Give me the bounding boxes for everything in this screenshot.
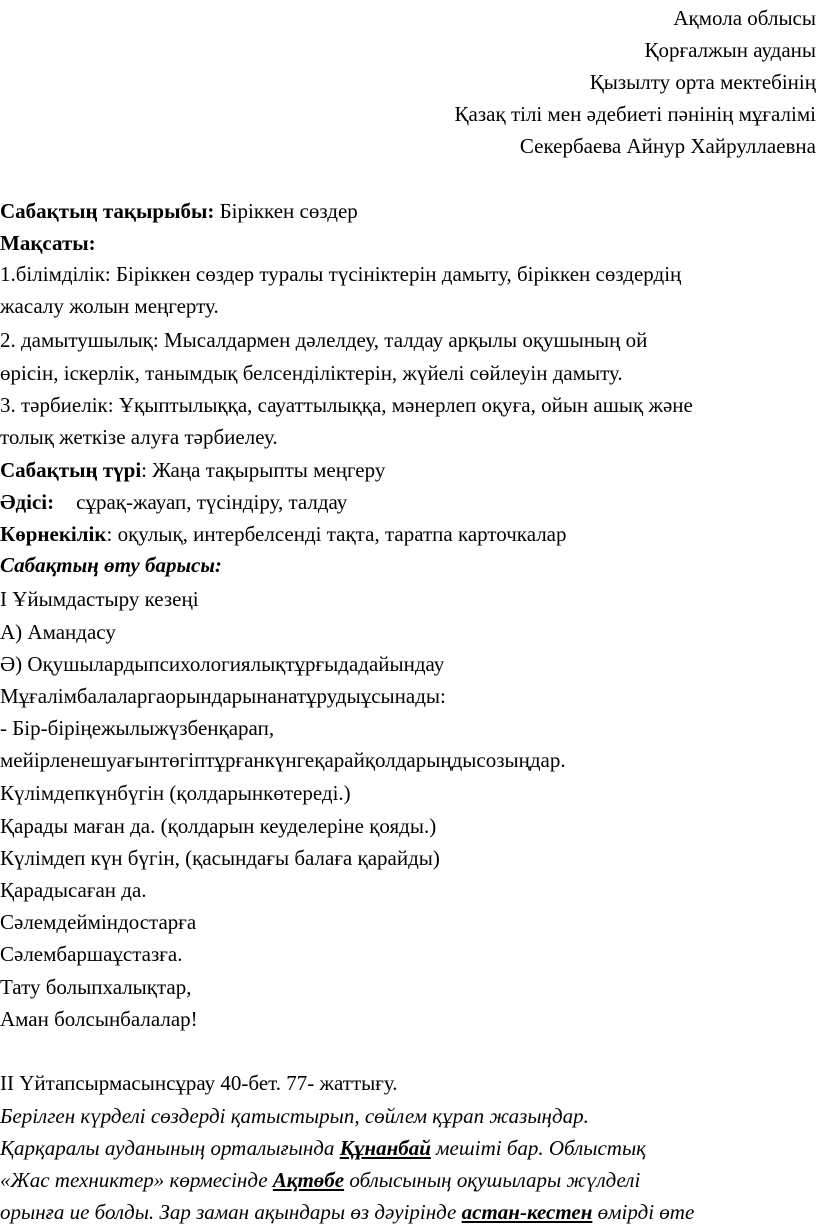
lesson-method bbox=[0, 487, 816, 518]
stage1-greeting: А) Амандасу bbox=[0, 620, 116, 644]
stage2-task: Берілген күрделі сөздерді қатыстырып, сөйлем құрап жазыңдар. bbox=[0, 1104, 589, 1128]
stage1-verse-7: Сәлемдейміндостарға bbox=[0, 910, 197, 934]
goal3-line1: 3. тәрбиелік: Ұқыптылыққа, сауаттылыққа, мәнерлеп оқуға, ойын ашық және bbox=[0, 393, 693, 417]
lesson-method-value: сұрақ-жауап, түсіндіру, талдау bbox=[76, 490, 348, 514]
goal2-line2: өрісін, іскерлік, танымдық белсенділіктерін, жүйелі сөйлеуін дамыту. bbox=[0, 361, 623, 385]
stage2-s3-word: астан-кестен bbox=[461, 1200, 593, 1224]
lesson-type-value: : Жаңа тақырыпты меңгеру bbox=[141, 458, 386, 482]
stage1-preparation: Ә) Оқушылардыпсихологиялықтұрғыдадайындау bbox=[0, 652, 445, 676]
stage2-sentence-3 bbox=[0, 1197, 816, 1228]
stage1-title: І Ұйымдастыру кезеңі bbox=[0, 587, 199, 611]
stage1-verse-10: Аман болсынбалалар! bbox=[0, 1007, 198, 1031]
lesson-visual-label: Көрнекілік bbox=[0, 522, 107, 546]
lesson-method-label: Әдісі: bbox=[0, 490, 55, 514]
stage2-sentence-1 bbox=[0, 1133, 816, 1164]
lesson-topic-label: Сабақтың тақырыбы: bbox=[0, 199, 215, 223]
stage1-verse-9: Тату болыпхалықтар, bbox=[0, 975, 192, 999]
stage1-instruction: Мұғалімбалаларгаорындарынанатұрудыұсынады: bbox=[0, 684, 446, 708]
stage2-s3-end: өмірді өте bbox=[592, 1200, 695, 1224]
lesson-topic-value: Біріккен сөздер bbox=[214, 199, 358, 223]
goal1-line1: 1.білімділік: Біріккен сөздер туралы түсініктерін дамыту, біріккен сөздердің bbox=[0, 262, 682, 286]
stage1-verse-2: мейірленешуағынтөгіптұрғанкүнгеқарайқолдарыңдысозыңдар. bbox=[0, 748, 566, 772]
goal3-line2: толық жеткізе алуға тәрбиелеу. bbox=[0, 425, 278, 449]
stage2-s2-word: Ақтөбе bbox=[272, 1168, 345, 1192]
header-school: Қызылту орта мектебінің bbox=[589, 70, 816, 94]
stage2-s1-start: Қарқаралы ауданының орталығында bbox=[0, 1136, 340, 1160]
stage2-s1-word: Құнанбай bbox=[339, 1136, 431, 1160]
header-position: Қазақ тілі мен әдебиеті пәнінің мұғалімі bbox=[454, 102, 816, 126]
lesson-topic bbox=[0, 196, 816, 227]
lesson-visual bbox=[0, 519, 816, 550]
header-district: Қорғалжын ауданы bbox=[644, 38, 816, 62]
goal1-line2: жасалу жолын меңгерту. bbox=[0, 294, 219, 318]
lesson-type bbox=[0, 455, 816, 486]
stage1-verse-4: Қарады маған да. (қолдарын кеуделеріне қояды.) bbox=[0, 814, 437, 838]
stage1-verse-1: - Бір-біріңежылыжүзбенқарап, bbox=[0, 716, 275, 740]
stage2-sentence-2 bbox=[0, 1165, 816, 1196]
stage2-s2-start: «Жас техниктер» көрмесінде bbox=[0, 1168, 273, 1192]
stage1-verse-8: Сәлембаршаұстазға. bbox=[0, 942, 183, 966]
lesson-goals-label: Мақсаты: bbox=[0, 231, 96, 255]
stage2-s3-start: орынға ие болды. Зар заман ақындары өз дәуірінде bbox=[0, 1200, 462, 1224]
stage2-title: ІІ Үйтапсырмасынсұрау 40-бет. 77- жаттығу. bbox=[0, 1071, 398, 1095]
stage1-verse-5: Күлімдеп күн бүгін, (қасындағы балаға қарайды) bbox=[0, 846, 440, 870]
lesson-progress-label: Сабақтың өту барысы: bbox=[0, 553, 222, 577]
stage1-verse-3: Күлімдепкүнбүгін (қолдарынкөтереді.) bbox=[0, 781, 351, 805]
goal2-line1: 2. дамытушылық: Мысалдармен дәлелдеу, талдау арқылы оқушының ой bbox=[0, 328, 648, 352]
header-teacher: Секербаева Айнур Хайруллаевна bbox=[519, 134, 816, 158]
stage1-verse-6: Қарадысаған да. bbox=[0, 878, 147, 902]
stage2-s1-end: мешіті бар. Облыстық bbox=[430, 1136, 646, 1160]
lesson-visual-value: : оқулық, интербелсенді тақта, таратпа карточкалар bbox=[106, 522, 567, 546]
stage2-s2-end: облысының оқушылары жүлделі bbox=[344, 1168, 641, 1192]
lesson-type-label: Сабақтың түрі bbox=[0, 458, 142, 482]
header-region: Ақмола облысы bbox=[673, 6, 816, 30]
